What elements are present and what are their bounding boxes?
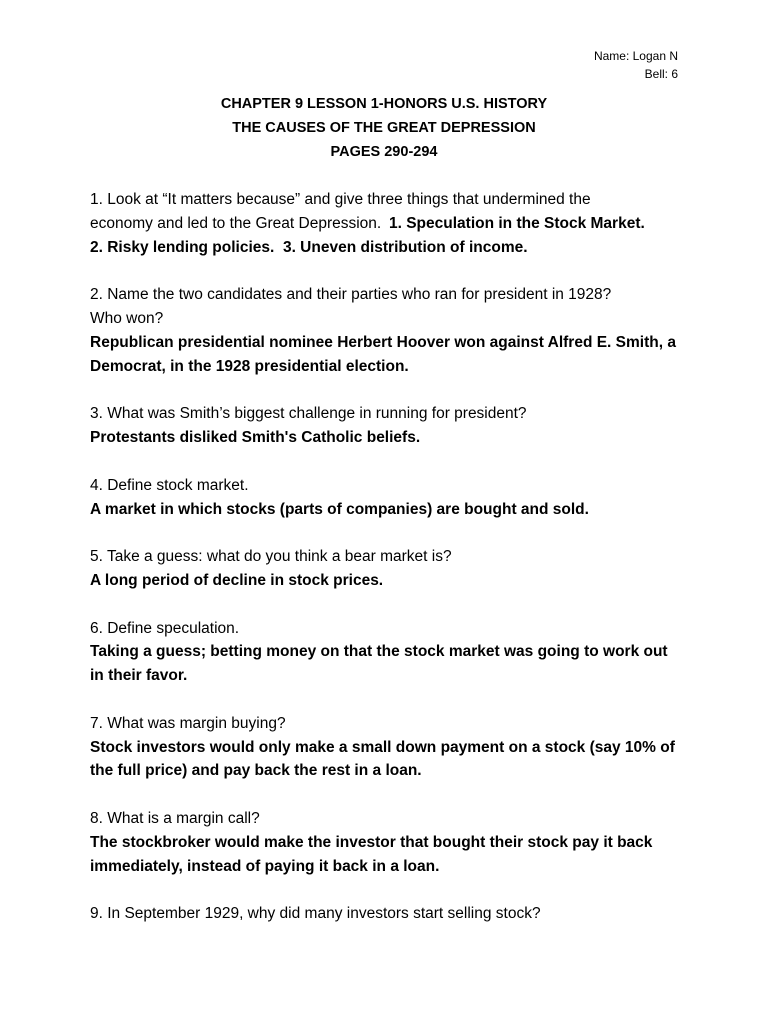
- student-name: Name: Logan N: [593, 49, 678, 63]
- question-1-line: [90, 212, 678, 236]
- question-7-line: [90, 736, 678, 760]
- question-8-line: [90, 855, 678, 879]
- question-7-answer: Stock investors would only make a small down payment on a stock (say 10% of: [90, 738, 675, 756]
- question-4-answer: A market in which stocks (parts of companies) are bought and sold.: [90, 500, 589, 518]
- question-8: [90, 807, 678, 878]
- worksheet-title: [90, 93, 678, 164]
- question-1: [90, 188, 678, 259]
- question-7-prompt: 7. What was margin buying?: [90, 714, 286, 732]
- question-8-prompt: 8. What is a margin call?: [90, 809, 260, 827]
- question-3-line: [90, 402, 678, 426]
- question-8-answer: The stockbroker would make the investor that bought their stock pay it back: [90, 833, 653, 851]
- question-6-line: [90, 617, 678, 641]
- question-1-answer: 1. Speculation in the Stock Market.: [388, 214, 645, 232]
- question-5-line: [90, 569, 678, 593]
- question-2-line: [90, 307, 678, 331]
- question-2-prompt: 2. Name the two candidates and their parties who ran for president in 1928?: [90, 286, 612, 304]
- question-8-line: [90, 831, 678, 855]
- question-2: [90, 283, 678, 378]
- question-6-answer: Taking a guess; betting money on that the stock market was going to work out: [90, 643, 668, 661]
- question-1-prompt: economy and led to the Great Depression.: [90, 214, 382, 232]
- question-4-prompt: 4. Define stock market.: [90, 476, 249, 494]
- worksheet-body: [90, 93, 678, 950]
- question-9: [90, 902, 678, 926]
- question-5: [90, 545, 678, 593]
- question-7-line: [90, 712, 678, 736]
- student-info: [594, 47, 678, 83]
- question-6-answer: in their favor.: [90, 667, 188, 685]
- question-9-prompt: 9. In September 1929, why did many investors start selling stock?: [90, 905, 541, 923]
- question-2-prompt: Who won?: [90, 310, 164, 328]
- question-1-line: [90, 236, 678, 260]
- question-3-prompt: 3. What was Smith’s biggest challenge in running for president?: [90, 405, 527, 423]
- title-line-1: CHAPTER 9 LESSON 1-HONORS U.S. HISTORY: [220, 96, 548, 112]
- question-3-answer: Protestants disliked Smith's Catholic beliefs.: [90, 429, 421, 447]
- question-1-prompt: 1. Look at “It matters because” and give three things that undermined the: [90, 191, 591, 209]
- question-6-line: [90, 664, 678, 688]
- question-6-line: [90, 640, 678, 664]
- question-8-answer: immediately, instead of paying it back in a loan.: [90, 857, 440, 875]
- question-4: [90, 474, 678, 522]
- question-4-line: [90, 474, 678, 498]
- question-2-line: [90, 331, 678, 355]
- question-4-line: [90, 498, 678, 522]
- question-2-answer: Democrat, in the 1928 presidential election.: [90, 357, 409, 375]
- question-7: [90, 712, 678, 783]
- question-5-line: [90, 545, 678, 569]
- question-3-line: [90, 426, 678, 450]
- question-7-line: [90, 759, 678, 783]
- question-1-line: [90, 188, 678, 212]
- question-2-line: [90, 355, 678, 379]
- question-2-answer: Republican presidential nominee Herbert Hoover won against Alfred E. Smith, a: [90, 333, 676, 351]
- question-9-line: [90, 902, 678, 926]
- question-1-answer: 2. Risky lending policies. 3. Uneven distribution of income.: [90, 238, 528, 256]
- title-line-2: THE CAUSES OF THE GREAT DEPRESSION: [232, 119, 536, 136]
- question-3: [90, 402, 678, 450]
- title-line-3: PAGES 290-294: [330, 143, 438, 160]
- class-bell: Bell: 6: [644, 67, 678, 81]
- question-7-answer: the full price) and pay back the rest in a loan.: [90, 762, 422, 780]
- question-5-prompt: 5. Take a guess: what do you think a bear market is?: [90, 548, 452, 566]
- question-8-line: [90, 807, 678, 831]
- question-6: [90, 617, 678, 688]
- question-5-answer: A long period of decline in stock prices.: [90, 571, 384, 589]
- question-6-prompt: 6. Define speculation.: [90, 619, 240, 637]
- question-2-line: [90, 283, 678, 307]
